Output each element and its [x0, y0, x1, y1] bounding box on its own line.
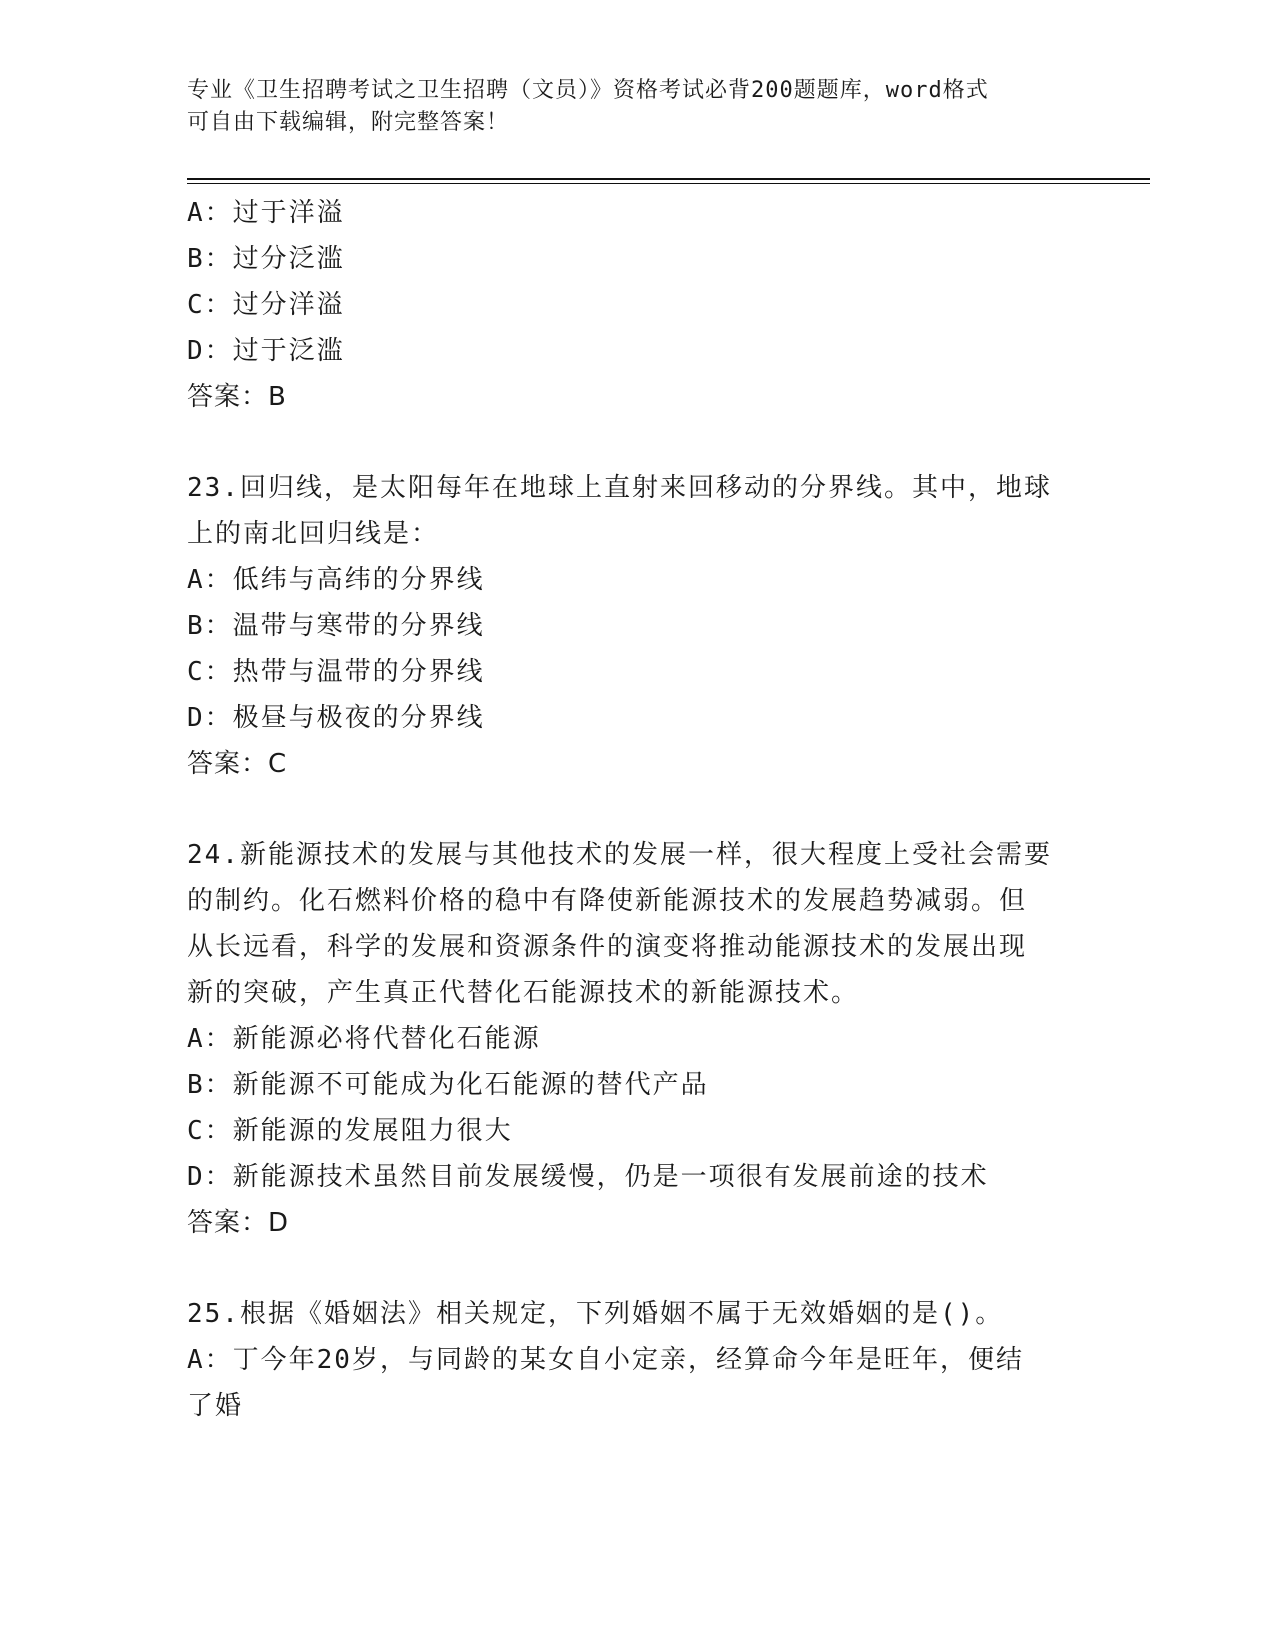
option-b: B：过分泛滥: [187, 244, 345, 274]
question-23: [187, 465, 1077, 787]
answer-line: 答案：D: [187, 1208, 290, 1238]
option-d: D：过于泛滥: [187, 336, 345, 366]
option-b: B：温带与寒带的分界线: [187, 611, 485, 641]
option-a-continued: 了婚: [187, 1391, 244, 1421]
option-d: D：新能源技术虽然目前发展缓慢，仍是一项很有发展前途的技术: [187, 1162, 989, 1192]
question-stem-line: 25.根据《婚姻法》相关规定，下列婚姻不属于无效婚姻的是()。: [187, 1299, 1004, 1329]
answer-line: 答案：B: [187, 382, 287, 412]
question-stem-line: 新的突破，产生真正代替化石能源技术的新能源技术。: [187, 978, 860, 1008]
question-24: [187, 832, 1077, 1246]
question-stem-line: 上的南北回归线是：: [187, 519, 440, 549]
document-header: [187, 75, 1077, 139]
header-divider-thin: [187, 183, 1150, 184]
option-b: B：新能源不可能成为化石能源的替代产品: [187, 1070, 709, 1100]
question-25: [187, 1291, 1077, 1429]
answer-line: 答案：C: [187, 749, 288, 779]
option-a: A：新能源必将代替化石能源: [187, 1024, 541, 1054]
option-c: C：过分洋溢: [187, 290, 345, 320]
question-stem-line: 23.回归线，是太阳每年在地球上直射来回移动的分界线。其中，地球: [187, 473, 1052, 503]
question-22: [187, 190, 1077, 420]
header-line-2: 可自由下载编辑，附完整答案！: [187, 110, 510, 135]
option-d: D：极昼与极夜的分界线: [187, 703, 485, 733]
option-c: C：新能源的发展阻力很大: [187, 1116, 513, 1146]
question-stem-line: 从长远看，科学的发展和资源条件的演变将推动能源技术的发展出现: [187, 932, 1028, 962]
question-stem-line: 24.新能源技术的发展与其他技术的发展一样，很大程度上受社会需要: [187, 840, 1052, 870]
question-stem-line: 的制约。化石燃料价格的稳中有降使新能源技术的发展趋势减弱。但: [187, 886, 1028, 916]
option-a: A：丁今年20岁，与同龄的某女自小定亲，经算命今年是旺年，便结: [187, 1345, 1024, 1375]
option-a: A：低纬与高纬的分界线: [187, 565, 485, 595]
option-c: C：热带与温带的分界线: [187, 657, 485, 687]
header-divider-thick: [187, 178, 1150, 180]
option-a: A：过于洋溢: [187, 198, 345, 228]
header-line-1: 专业《卫生招聘考试之卫生招聘（文员）》资格考试必背200题题库，word格式: [187, 78, 989, 103]
question-content: [187, 190, 1077, 1429]
